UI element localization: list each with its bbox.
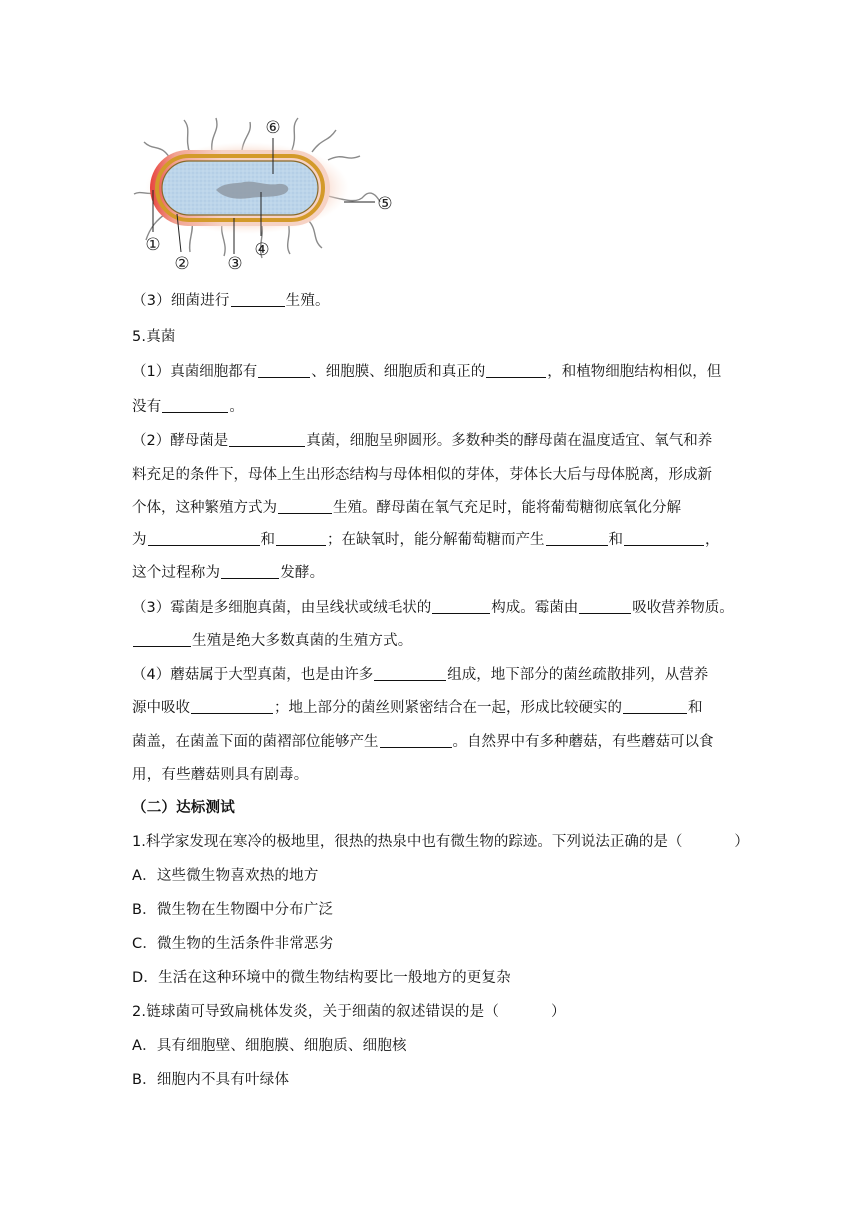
fungi-p4-line4: 用，有些蘑菇则具有剧毒。 [132, 767, 309, 783]
bacterium-diagram [132, 112, 394, 274]
question-1-option-a[interactable]: A．这些微生物喜欢热的地方 [132, 868, 319, 884]
answer-blank[interactable] [231, 291, 285, 307]
bacteria-reproduction-line: （3）细菌进行 生殖。 [132, 293, 330, 309]
question-1-option-d[interactable]: D．生活在这种环境中的微生物结构要比一般地方的更复杂 [132, 970, 511, 986]
label-3: ③ [227, 254, 243, 274]
question-2-option-a[interactable]: A．具有细胞壁、细胞膜、细胞质、细胞核 [132, 1038, 407, 1054]
answer-blank[interactable] [546, 530, 608, 546]
fungi-p1-line2: 没有 。 [132, 399, 245, 415]
fungi-p4-line3: 菌盖，在菌盖下面的菌褶部位能够产生 。自然界中有多种蘑菇，有些蘑菇可以食 [132, 734, 714, 750]
answer-blank[interactable] [276, 530, 326, 546]
answer-blank[interactable] [229, 431, 305, 447]
fungi-p4-line2: 源中吸收 ；地上部分的菌丝则紧密结合在一起，形成比较硬实的 和 [132, 700, 703, 716]
fungi-p4-line1: （4）蘑菇属于大型真菌，也是由许多 组成，地下部分的菌丝疏散排列，从营养 [132, 667, 709, 683]
answer-blank[interactable] [380, 732, 452, 748]
question-2-stem: 2.链球菌可导致扁桃体发炎，关于细菌的叙述错误的是（ ） [132, 1004, 566, 1020]
fungi-p3-line1: （3）霉菌是多细胞真菌，由呈线状或绒毛状的 构成。霉菌由 吸收营养物质。 [132, 600, 734, 616]
answer-blank[interactable] [162, 397, 228, 413]
answer-blank[interactable] [148, 530, 260, 546]
fungi-p1-line1: （1）真菌细胞都有 、细胞膜、细胞质和真正的 ，和植物细胞结构相似，但 [132, 364, 722, 380]
answer-blank[interactable] [432, 598, 490, 614]
answer-blank[interactable] [133, 631, 191, 647]
question-1-option-c[interactable]: C．微生物的生活条件非常恶劣 [132, 936, 334, 952]
answer-blank[interactable] [278, 498, 332, 514]
answer-blank[interactable] [623, 698, 687, 714]
fungi-p2-line5: 这个过程称为 发酵。 [132, 565, 325, 581]
label-2: ② [174, 254, 190, 274]
fungi-p2-line1: （2）酵母菌是 真菌，细胞呈卵圆形。多数种类的酵母菌在温度适宜、氧气和养 [132, 433, 713, 449]
label-1: ① [145, 235, 161, 255]
fungi-p2-line3: 个体，这种繁殖方式为 生殖。酵母菌在氧气充足时，能将葡萄糖彻底氧化分解 [132, 500, 681, 516]
answer-blank[interactable] [221, 563, 279, 579]
answer-blank[interactable] [624, 530, 704, 546]
fungi-p3-line2: 生殖是绝大多数真菌的生殖方式。 [132, 631, 413, 651]
label-5: ⑤ [377, 194, 393, 214]
answer-blank[interactable] [579, 598, 631, 614]
question-1-option-b[interactable]: B．微生物在生物圈中分布广泛 [132, 902, 334, 918]
section-heading-fungi: 5.真菌 [132, 329, 176, 345]
answer-blank[interactable] [486, 362, 546, 378]
answer-blank[interactable] [258, 362, 310, 378]
answer-blank[interactable] [191, 698, 273, 714]
question-1-stem: 1.科学家发现在寒冷的极地里，很热的热泉中也有微生物的踪迹。下列说法正确的是（ ） [132, 834, 749, 850]
section-heading-test: （二）达标测试 [132, 800, 235, 816]
question-2-option-b[interactable]: B．细胞内不具有叶绿体 [132, 1072, 290, 1088]
label-6: ⑥ [265, 118, 281, 138]
fungi-p2-line2: 料充足的条件下，母体上生出形态结构与母体相似的芽体，芽体长大后与母体脱离，形成新 [132, 467, 712, 483]
label-4: ④ [254, 240, 270, 260]
answer-blank[interactable] [374, 665, 446, 681]
fungi-p2-line4: 为 和 ；在缺氧时，能分解葡萄糖而产生 和 ， [132, 532, 720, 548]
